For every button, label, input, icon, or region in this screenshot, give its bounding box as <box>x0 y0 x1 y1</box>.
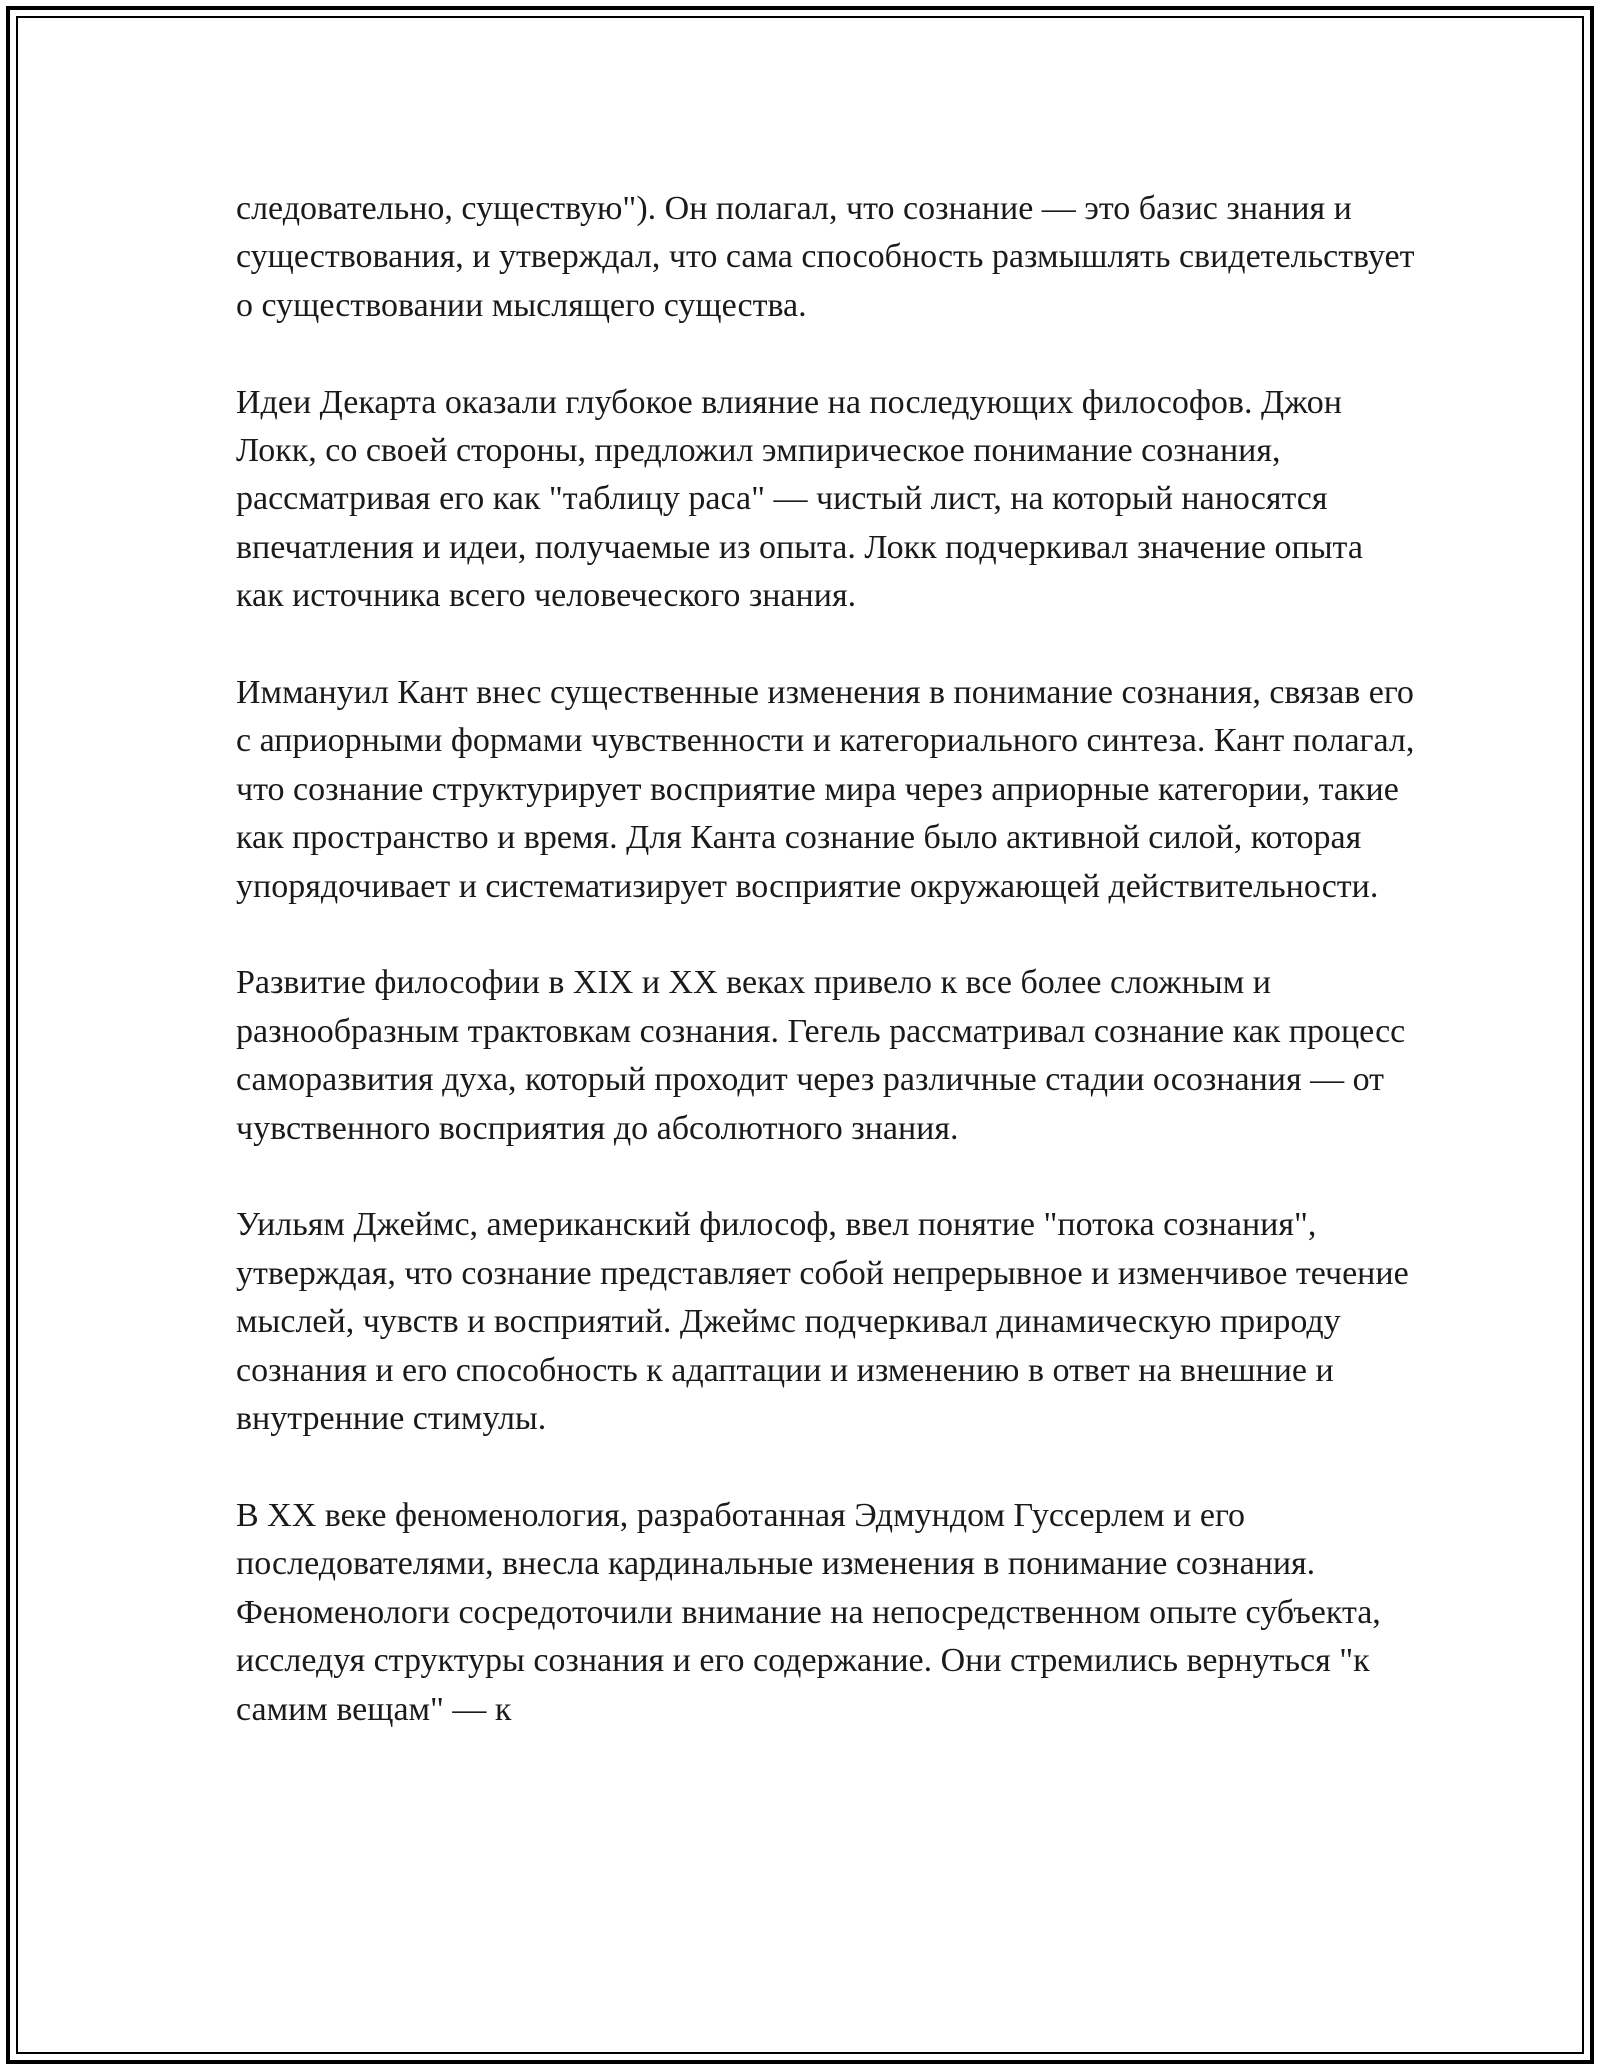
paragraph-hegel: Развитие философии в XIX и XX веках привело к все более сложным и разнообразным трактовкам сознания. Гегель рассматривал сознание как процесс саморазвития духа, который проходит через различные стадии осознания — от чувственного восприятия до абсолютного знания. <box>236 964 1406 1147</box>
paragraph-locke: Идеи Декарта оказали глубокое влияние на последующих философов. Джон Локк, со своей стороны, предложил эмпирическое понимание сознания, рассматривая его как "таблицу раса" — чистый лист, на который наносятся впечатления и идеи, получаемые из опыта. Локк подчеркивал значение опыта как источника всего человеческого знания. <box>236 383 1363 615</box>
document-body <box>236 185 1416 1782</box>
paragraph-kant: Иммануил Кант внес существенные изменения в понимание сознания, связав его с априорными формами чувственности и категориального синтеза. Кант полагал, что сознание структурирует восприятие мира через априорные категории, такие как пространство и время. Для Канта сознание было активной силой, которая упорядочивает и систематизирует восприятие окружающей действительности. <box>236 674 1415 905</box>
paragraph-husserl: В XX веке феноменология, разработанная Эдмундом Гуссерлем и его последователями, внесла кардинальные изменения в понимание сознания. Феноменологи сосредоточили внимание на непосредственном опыте субъекта, исследуя структуры сознания и его содержание. Они стремились вернуться "к самим вещам" — к <box>236 1496 1381 1728</box>
paragraph-james: Уильям Джеймс, американский философ, ввел понятие "потока сознания", утверждая, что сознание представляет собой непрерывное и изменчивое течение мыслей, чувств и восприятий. Джеймс подчеркивал динамическую природу сознания и его способность к адаптации и изменению в ответ на внешние и внутренние стимулы. <box>236 1206 1409 1438</box>
paragraph-descartes-conclusion: следовательно, существую"). Он полагал, что сознание — это базис знания и существования, и утверждал, что сама способность размышлять свидетельствует о существовании мыслящего существа. <box>236 190 1415 324</box>
